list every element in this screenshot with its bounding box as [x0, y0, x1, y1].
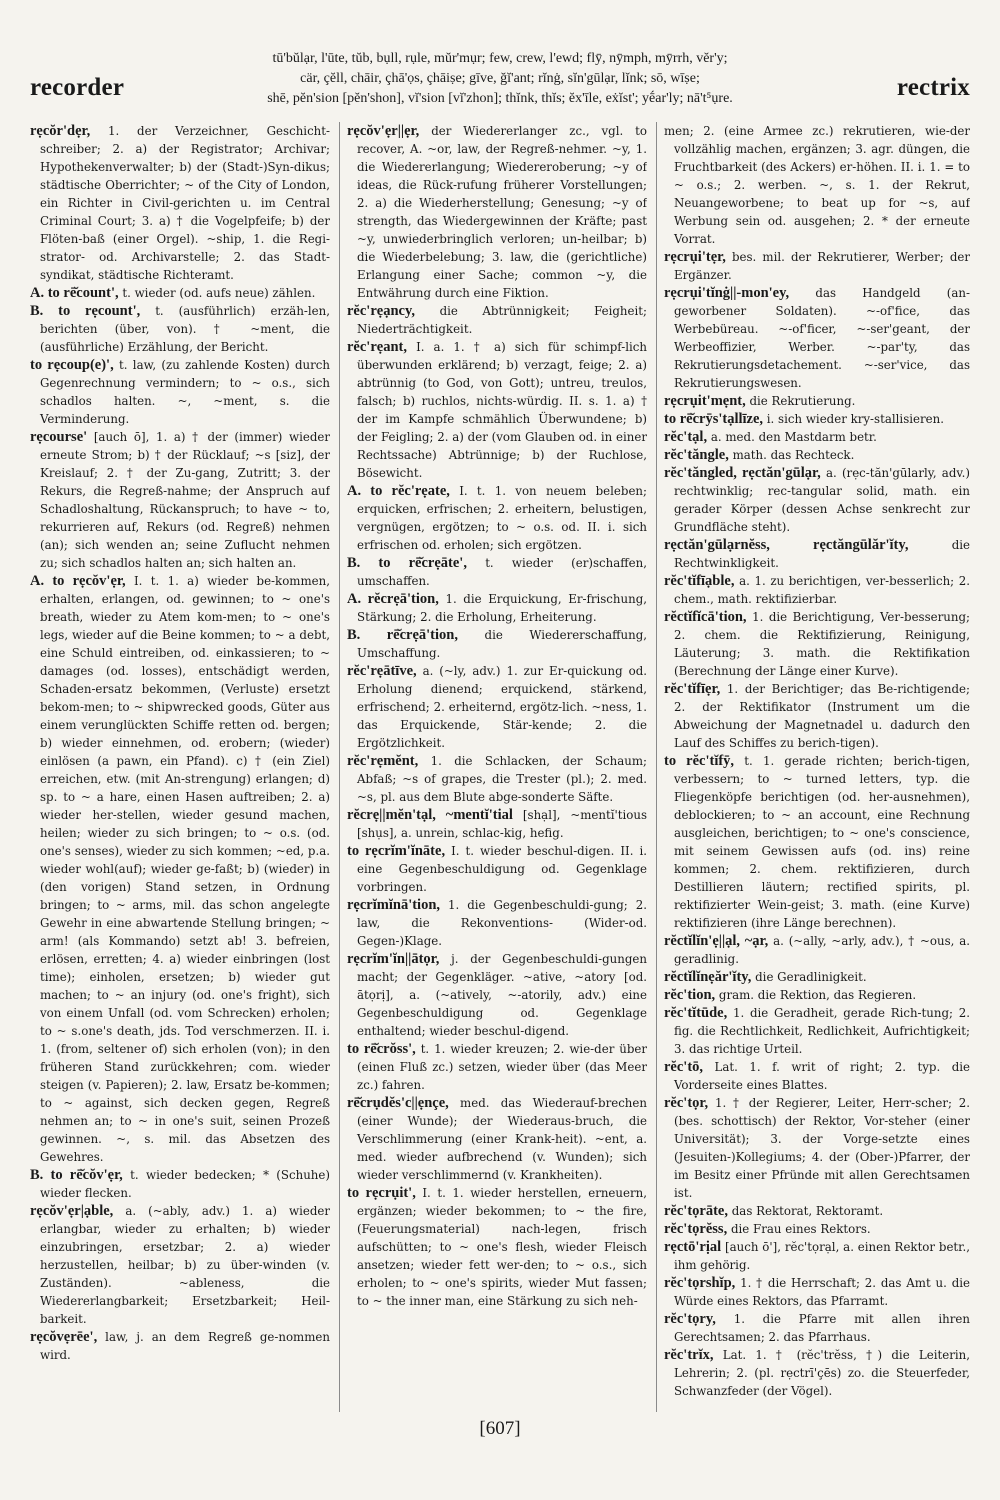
entry-definition: die Rekrutierung.	[749, 394, 856, 408]
dictionary-entry	[347, 950, 647, 1040]
entry-headword: rĕc'tọry,	[664, 1311, 716, 1327]
dictionary-entry	[347, 626, 647, 662]
entry-definition: die Geradlinigkeit.	[755, 970, 867, 984]
entry-definition: math. das Rechteck.	[732, 448, 855, 462]
entry-headword: rĕctĭlĭnẹăr'ĭty,	[664, 969, 752, 985]
entry-definition: t. 1. gerade richten; berich-tigen, verbessern; to ~ turned letters, typ. die Fliegenköpfe berichtigen (od. her-ausnehmen), deblockieren; to ~ an account, eine Rechnung ausgleichen, berichtigen; to ~ one's conscience, mit seinem Gewissen aufs (od. ins) reine kommen; 2. chem. rektifizieren, durch Destillieren läutern; rectified spirits, pl. rektifizierter Wein-geist; 3. math. (eine Kurve) rektifizieren (ihre Länge berechnen).	[674, 754, 970, 930]
entry-headword: to rē̆crŏss',	[347, 1041, 416, 1057]
entry-definition: die Rechtwinkligkeit.	[674, 538, 970, 570]
entry-definition: das Handgeld (an-geworbener Soldaten). ~-of'fice, das Werbebüreau. ~-of'ficer, ~-ser'geant, der Werbeoffizier, Werber. ~-par'ty, das Rekrutierungsdetachement. ~-ser'vice, das Rekrutierungswesen.	[674, 286, 970, 390]
pronunciation-key-line: tū'bŭlạr, l'ūte, tŭb, bụll, rụle, mŭr'mụr; few, crew, l'ewd; flȳ, nȳmph, mȳrrh, vĕr'y;	[272, 51, 728, 66]
entry-definition: t. wieder (er)schaffen, umschaffen.	[357, 556, 647, 588]
entry-definition: a. (~ly, adv.) 1. zur Er-quickung od. Erholung dienend; erquickend, stärkend, erfrischend; 2. erheiternd, ergötz-lich. ~ness, 1. das Erquickende, Stär-kende; 2. die Ergötzlichkeit.	[357, 664, 647, 750]
dictionary-entry	[664, 464, 970, 536]
entry-headword: rĕc'tọrāte,	[664, 1203, 728, 1219]
dictionary-entry	[347, 1040, 647, 1094]
entry-definition: I. t. 1. wieder herstellen, erneuern, ergänzen; wieder bekommen; to ~ the fire, (Feuerungsmaterial) nach-legen, frisch aufschütten; to ~ one's flesh, wieder Fleisch ansetzen; wieder fett wer-den; to ~ o.s., sich erholen; to ~ one's spirits, wieder Mut fassen; to ~ the inner man, eine Stärkung zu sich neh-	[357, 1186, 647, 1308]
entry-headword: A. to rē̆count',	[30, 285, 119, 301]
dictionary-entry	[30, 1328, 330, 1364]
dictionary-entry	[664, 968, 970, 986]
entry-definition: law, j. an dem Regreß ge-nommen wird.	[40, 1330, 330, 1362]
dictionary-entry	[347, 752, 647, 806]
column-2	[347, 122, 647, 1412]
dictionary-entry	[347, 122, 647, 302]
dictionary-entry	[664, 572, 970, 608]
entry-headword: rẹcŏv'ẹr|ạble,	[30, 1203, 114, 1219]
dictionary-entry	[664, 1202, 970, 1220]
entry-headword: rĕc'rẹant,	[347, 339, 407, 355]
entry-definition: I. t. 1. a) wieder be-kommen, erhalten, erlangen, od. gewinnen; to ~ one's breath, wieder zu Atem kom-men; to ~ one's legs, wieder auf die Beine kommen; to ~ a debt, eine Schuld eintreiben, od. einkassieren; to ~ damages (od. losses), entschädigt werden, Schaden-ersatz bekommen, (Verluste) ersetzt bekom-men; to ~ shipwrecked goods, Güter aus einem verunglückten Schiffe retten od. bergen; b) wieder einnehmen, od. erobern; (wieder) einlösen (a pawn, ein Pfand). c) † (ein Ziel) erreichen, etw. (mit An-strengung) erlangen; d) sp. to ~ a hare, einen Hasen auftreiben; 2. a) wieder her-stellen, wieder gesund machen, heilen; wieder zu sich bringen; to ~ o.s. (od. one's senses), wieder zu sich kommen; ~ed, p.a. wieder wohl(auf); wieder ge-faßt; b) (wieder) in (den vorigen) Stand setzen, in Ordnung bringen; to ~ arms, mil. das schon angelegte Gewehr in eine abwartende Stellung bringen; ~ arm! (als Kommando) setzt ab! 3. befreien, erlösen, erretten; 4. a) wieder einbringen (lost time); einholen, ersetzen; b) wieder gut machen; to ~ an injury (od. one's fright), sich von einem Unfall (od. vom Schrecken) erholen; to ~ s.one's death, jds. Tod verschmerzen. II. i. 1. (from, seltener of) sich erholen (von); in den früheren Stand zurückkehren; com. wieder steigen (v. Papieren); 2. law, Ersatz be-kommen; to ~ against, sich decken gegen, Regreß nehmen an; to ~ in one's suit, seinen Prozeß gewinnen. ~, s. mil. das Absetzen des Gewehres.	[40, 574, 330, 1164]
entry-definition: I. t. wieder beschul-digen. II. i. eine Gegenbeschuldigung od. Gegenklage vorbringen.	[357, 844, 647, 894]
entry-definition: [auch ō'], rĕc'tọrạl, a. einen Rektor betr., ihm gehörig.	[674, 1240, 970, 1272]
entry-headword: to rē̆crȳs'tạllīze,	[664, 411, 764, 427]
dictionary-entry	[664, 1220, 970, 1238]
entry-headword: rẹcŏv'ẹr||ẹr,	[347, 123, 420, 139]
entry-definition: t. law, (zu zahlende Kosten) durch Gegenrechnung vermindern; to ~ o.s., sich schadlos halten. ~, ~ment, s. die Verminderung.	[40, 358, 330, 426]
guide-word-right: rectrix	[896, 74, 970, 101]
entry-headword: rĕc'tăngle,	[664, 447, 729, 463]
entry-definition: 1. die Pfarre mit allen ihren Gerechtsamen; 2. das Pfarrhaus.	[674, 1312, 970, 1344]
entry-definition: die Abtrünnigkeit; Feigheit; Niederträchtigkeit.	[357, 304, 647, 336]
pronunciation-key-line: shē, pĕn'sion [pĕn'shon], vĭ'sion [vĭ'zhon]; thĭnk, thĭs; ĕx'īle, eẋĭst'; yḗar'ly; nā't⁵ụre.	[267, 91, 733, 106]
dictionary-columns	[30, 122, 972, 1412]
dictionary-entry	[664, 284, 970, 392]
dictionary-entry	[30, 1202, 330, 1328]
dictionary-entry	[664, 248, 970, 284]
dictionary-entry	[664, 1058, 970, 1094]
entry-headword: rĕc'tĭfīẹr,	[664, 681, 721, 697]
dictionary-entry	[664, 1004, 970, 1058]
entry-definition: 1. die Erquickung, Er-frischung, Stärkung; 2. die Erholung, Erheiterung.	[357, 592, 647, 624]
entry-definition: 1. die Schlacken, der Schaum; Abfaß; ~s of grapes, die Trester (pl.); 2. med. ~s, pl. aus dem Blute abge-sonderte Säfte.	[357, 754, 647, 804]
entry-definition: die Wiedererschaffung, Umschaffung.	[357, 628, 647, 660]
column-rule	[656, 122, 657, 1412]
entry-headword: A. to rẹcŏv'ẹr,	[30, 573, 126, 589]
entry-definition: t. wieder bedecken; * (Schuhe) wieder flecken.	[40, 1168, 330, 1200]
dictionary-entry	[30, 1166, 330, 1202]
entry-definition: 1. die Berichtigung, Ver-besserung; 2. chem. die Rektifizierung, Reinigung, Läuterung; 3. math. die Rektifikation (Berechnung der Länge einer Kurve).	[674, 610, 970, 678]
entry-headword: rĕc'tĭfīạble,	[664, 573, 735, 589]
entry-definition: med. das Wiederauf-brechen (einer Wunde); der Wiederaus-bruch, die Verschlimmerung (einer Krank-heit). ~ent, a. med. wieder aufbrechend (v. Wunden); sich wieder verschlimmernd (v. Krankheiten).	[357, 1096, 647, 1182]
dictionary-entry	[664, 1274, 970, 1310]
dictionary-entry	[347, 302, 647, 338]
entry-definition: Lat. 1. † (rĕc'trĕss, †) die Leiterin, Lehrerin; 2. (pl. rẹctrī'çēs) zo. die Steuerfeder, Schwanzfeder (der Vögel).	[674, 1348, 970, 1398]
entry-headword: rẹcrĭm'ĭn||ātọr,	[347, 951, 440, 967]
entry-headword: rĕc'rẹātīve,	[347, 663, 417, 679]
dictionary-entry	[664, 752, 970, 932]
dictionary-entry	[30, 284, 330, 302]
dictionary-entry	[347, 1094, 647, 1184]
entry-definition: 1. † der Regierer, Leiter, Herr-scher; 2. (bes. schottisch) der Rektor, Vor-steher (einer Universität); 3. der Vorge-setzte eines (Jesuiten-)Kollegiums; 4. der (Ober-)Pfarrer, der im Besitz einer Pfründe mit allen Gerechtsamen ist.	[674, 1096, 970, 1200]
entry-headword: rẹcourse'	[30, 429, 88, 445]
entry-headword: to rẹcrụit',	[347, 1185, 416, 1201]
dictionary-entry	[664, 680, 970, 752]
entry-definition: a. (~ably, adv.) 1. a) wieder erlangbar, wieder zu erhalten; b) wieder einzubringen, ersetzbar; 2. a) wieder herzustellen, heilbar; b) zu über-winden (v. Zuständen). ~ableness, die Wiedererlangbarkeit; Ersetzbarkeit; Heil-barkeit.	[40, 1204, 330, 1326]
entry-headword: rĕc'rẹạncy,	[347, 303, 416, 319]
entry-headword: rĕc'tō,	[664, 1059, 704, 1075]
entry-headword: rĕc'tạl,	[664, 429, 708, 445]
entry-definition: die Frau eines Rektors.	[730, 1222, 871, 1236]
entry-definition: 1. die Gegenbeschuldi-gung; 2. law, die Rekonventions- (Wider-od. Gegen-)Klage.	[357, 898, 647, 948]
entry-definition: 1. die Geradheit, gerade Rich-tung; 2. fig. die Rechtlichkeit, Redlichkeit, Aufrichtigkeit; 3. das richtige Urteil.	[674, 1006, 970, 1056]
entry-headword: rẹcrĭmĭnā'tion,	[347, 897, 441, 913]
entry-definition: t. 1. wieder kreuzen; 2. wie-der über (einen Fluß zc.) setzen, wieder über (das Meer zc.) fahren.	[357, 1042, 647, 1092]
dictionary-entry	[30, 122, 330, 284]
running-header	[30, 48, 970, 110]
dictionary-entry	[347, 896, 647, 950]
entry-definition: t. (ausführlich) erzäh-len, berichten (über, von). † ~ment, die (ausführliche) Erzählung, der Bericht.	[40, 304, 330, 354]
dictionary-entry	[347, 554, 647, 590]
dictionary-entry	[30, 302, 330, 356]
dictionary-entry	[664, 1094, 970, 1202]
entry-definition: t. wieder (od. aufs neue) zählen.	[122, 286, 316, 300]
entry-headword: to rĕc'tĭfȳ,	[664, 753, 735, 769]
pronunciation-key-line: cär, çĕll, chāir, çhā'ọs, çhāiṣe; gīve, ğĭ'ant; rĭnġ, sĭn'gūlạr, lĭnk; sō, wīṣe;	[300, 71, 700, 86]
entry-headword: rĕc'tăngled, rẹctăn'gūlạr,	[664, 465, 821, 481]
entry-headword: to rẹcrĭm'ĭnāte,	[347, 843, 446, 859]
dictionary-entry	[347, 1184, 647, 1310]
dictionary-entry	[664, 1346, 970, 1400]
dictionary-entry	[347, 842, 647, 896]
entry-definition: a. 1. zu berichtigen, ver-besserlich; 2. chem., math. rektifizierbar.	[674, 574, 970, 606]
entry-definition: a. (~ally, ~arly, adv.), † ~ous, a. geradlinig.	[674, 934, 970, 966]
entry-definition: 1. der Berichtiger; das Be-richtigende; 2. der Rektifikator (Instrument um die Abweichung der Magnetnadel u. dadurch den Lauf des Schiffes zu berich-tigen).	[674, 682, 970, 750]
entry-definition: gram. die Rektion, das Regieren.	[718, 988, 917, 1002]
entry-definition: [auch ō], 1. a) † der (immer) wieder erneute Strom; b) † der Rücklauf; ~s [siz], der Kreislauf; 2. † der Zu-gang, Zutritt; 3. der Rekurs, die Regreß-nahme; der Anspruch auf Schadloshaltung, Rückanspruch; to have ~ to, rekurrieren auf, Rekurs (od. Regreß) nehmen (an); sich wenden an; seine Zuflucht nehmen zu; sich schadlos halten an; sich halten an.	[40, 430, 330, 570]
entry-headword: B. to rē̆crẹāte',	[347, 555, 467, 571]
dictionary-entry	[347, 662, 647, 752]
entry-definition: a. (rẹc-tăn'gūlarly, adv.) rechtwinklig; rec-tangular solid, math. ein gerader Körper (dessen Achse senkrecht zur Grundfläche steht).	[674, 466, 970, 534]
entry-definition: I. t. 1. von neuem beleben; erquicken, erfrischen; 2. erheitern, belustigen, vergnügen, ergötzen; to ~ o.s. od. II. i. sich erfrischen od. erholen; sich ergötzen.	[357, 484, 647, 552]
dictionary-entry	[664, 1310, 970, 1346]
entry-headword: to rẹcoup(e)',	[30, 357, 114, 373]
column-rule	[339, 122, 340, 1412]
entry-headword: rĕc'trĭx,	[664, 1347, 714, 1363]
dictionary-entry	[347, 338, 647, 482]
entry-definition: men; 2. (eine Armee zc.) rekrutieren, wie-der vollzählig machen, ergänzen; 3. agr. düngen, die Fruchtbarkeit (des Ackers) er-höhen. II. i. 1. = to ~ o.s.; 2. werben. ~, s. 1. der Rekrut, Neuangeworbene; to beat up for ~s, auf Werbung sein od. ausgehen; 2. * der erneute Vorrat.	[664, 124, 970, 246]
entry-headword: B. to rē̆cŏv'ẹr,	[30, 1167, 123, 1183]
entry-definition: [shạl], ~mentĭ'tious [shụs], a. unrein, schlac-kig, hefig.	[357, 808, 647, 840]
entry-definition: I. a. 1. † a) sich für schimpf-lich überwunden erklärend; b) verzagt, feige; 2. a) abtrünnig (to God, von Gott); untreu, treulos, falsch; b) ruchlos, nichts-würdig. II. s. 1. a) † der im Kampfe schmählich Überwundene; b) der Feigling; 2. a) der (vom Glauben od. in einer Rechtssache) Abtrünnige; b) der Ruchlose, Bösewicht.	[357, 340, 647, 480]
dictionary-entry	[347, 482, 647, 554]
dictionary-entry	[664, 428, 970, 446]
dictionary-entry	[347, 806, 647, 842]
dictionary-entry	[347, 590, 647, 626]
entry-definition: der Wiedererlanger zc., vgl. to recover, A. ~or, law, der Regreß-nehmer. ~y, 1. die Wiedererlangung; Wiedereroberung; ~y of ideas, die Rück-rufung früherer Vorstellungen; 2. a) die Wiederherstellung; Genesung; ~y of strength, das Wiedergewinnen der Kräfte; past ~y, unwiederbringlich verloren; un-heilbar; b) die Wiederbelebung; 3. law, die (gerichtliche) Erlangung einer Sache; common ~y, die Entwährung durch eine Fiktion.	[357, 124, 647, 300]
dictionary-entry	[664, 932, 970, 968]
dictionary-entry	[30, 572, 330, 1166]
entry-headword: rẹcŏr'dẹr,	[30, 123, 91, 139]
entry-headword: A. to rĕc'rẹate,	[347, 483, 450, 499]
dictionary-entry	[664, 1238, 970, 1274]
entry-definition: i. sich wieder kry-stallisieren.	[766, 412, 944, 426]
entry-headword: rĕctĭfĭcā'tion,	[664, 609, 747, 625]
entry-headword: rĕcrẹ||mĕn'tạl, ~mentĭ'tial	[347, 807, 513, 823]
dictionary-entry	[664, 122, 970, 248]
entry-headword: rẹctō'rịal	[664, 1239, 722, 1255]
entry-headword: rē̆crụdĕs'c||ẹnçe,	[347, 1095, 449, 1111]
entry-headword: B. rē̆crẹā'tion,	[347, 627, 458, 643]
entry-headword: rĕc'tọrshĭp,	[664, 1275, 736, 1291]
dictionary-entry	[664, 608, 970, 680]
entry-headword: rĕc'tọrĕss,	[664, 1221, 728, 1237]
entry-definition: Lat. 1. f. writ of right; 2. typ. die Vorderseite eines Blattes.	[674, 1060, 970, 1092]
entry-definition: j. der Gegenbeschuldi-gungen macht; der Gegenkläger. ~ative, ~atory [od. ātọrị], a. (~atively, ~-atorily, adv.) eine Gegenbeschuldigung od. Gegenklage enthaltend; wieder beschul-digend.	[357, 952, 647, 1038]
entry-headword: rẹcŏvẹrēe',	[30, 1329, 98, 1345]
dictionary-entry	[664, 410, 970, 428]
page-number: [607]	[479, 1418, 521, 1439]
entry-headword: rĕc'tion,	[664, 987, 716, 1003]
entry-headword: rẹcrụit'mẹnt,	[664, 393, 746, 409]
entry-definition: 1. † die Herrschaft; 2. das Amt u. die Würde eines Rektors, das Pfarramt.	[674, 1276, 970, 1308]
dictionary-entry	[664, 536, 970, 572]
entry-headword: rĕc'rẹmĕnt,	[347, 753, 419, 769]
entry-headword: rĕc'tọr,	[664, 1095, 709, 1111]
column-1	[30, 122, 330, 1412]
dictionary-entry	[664, 446, 970, 464]
entry-definition: das Rektorat, Rektoramt.	[731, 1204, 884, 1218]
entry-headword: rẹcrụi'tĭnġ||-mon'ey,	[664, 285, 790, 301]
entry-headword: A. rĕcrẹā'tion,	[347, 591, 439, 607]
entry-headword: rĕc'tĭtūde,	[664, 1005, 728, 1021]
column-3	[664, 122, 970, 1412]
entry-headword: rẹcrụi'tẹr,	[664, 249, 726, 265]
guide-word-left: recorder	[30, 74, 125, 101]
dictionary-entry	[30, 428, 330, 572]
entry-definition: 1. der Verzeichner, Geschicht-schreiber; 2. a) der Registrator; Archivar; Hypothekenverwalter; b) der (Stadt-)Syn-dikus; städtische Oberrichter; ~ of the City of London, ein Richter in Civil-gerichten u. im Central Criminal Court; 3. a) † die Vogelpfeife; b) der Flöten-baß (einer Orgel). ~ship, 1. die Regi-strator- od. Archivarstelle; 2. das Stadt-syndikat, städtische Richteramt.	[40, 124, 330, 282]
entry-definition: a. med. den Mastdarm betr.	[710, 430, 877, 444]
dictionary-entry	[664, 392, 970, 410]
entry-definition: bes. mil. der Rekrutierer, Werber; der Ergänzer.	[674, 250, 970, 282]
dictionary-entry	[30, 356, 330, 428]
entry-headword: B. to rẹcount',	[30, 303, 141, 319]
entry-headword: rĕctĭlĭn'ẹ||ạl, ~ạr,	[664, 933, 769, 949]
dictionary-entry	[664, 986, 970, 1004]
entry-headword: rẹctăn'gūlạrnĕss, rẹctăngūlăr'ĭty,	[664, 537, 909, 553]
